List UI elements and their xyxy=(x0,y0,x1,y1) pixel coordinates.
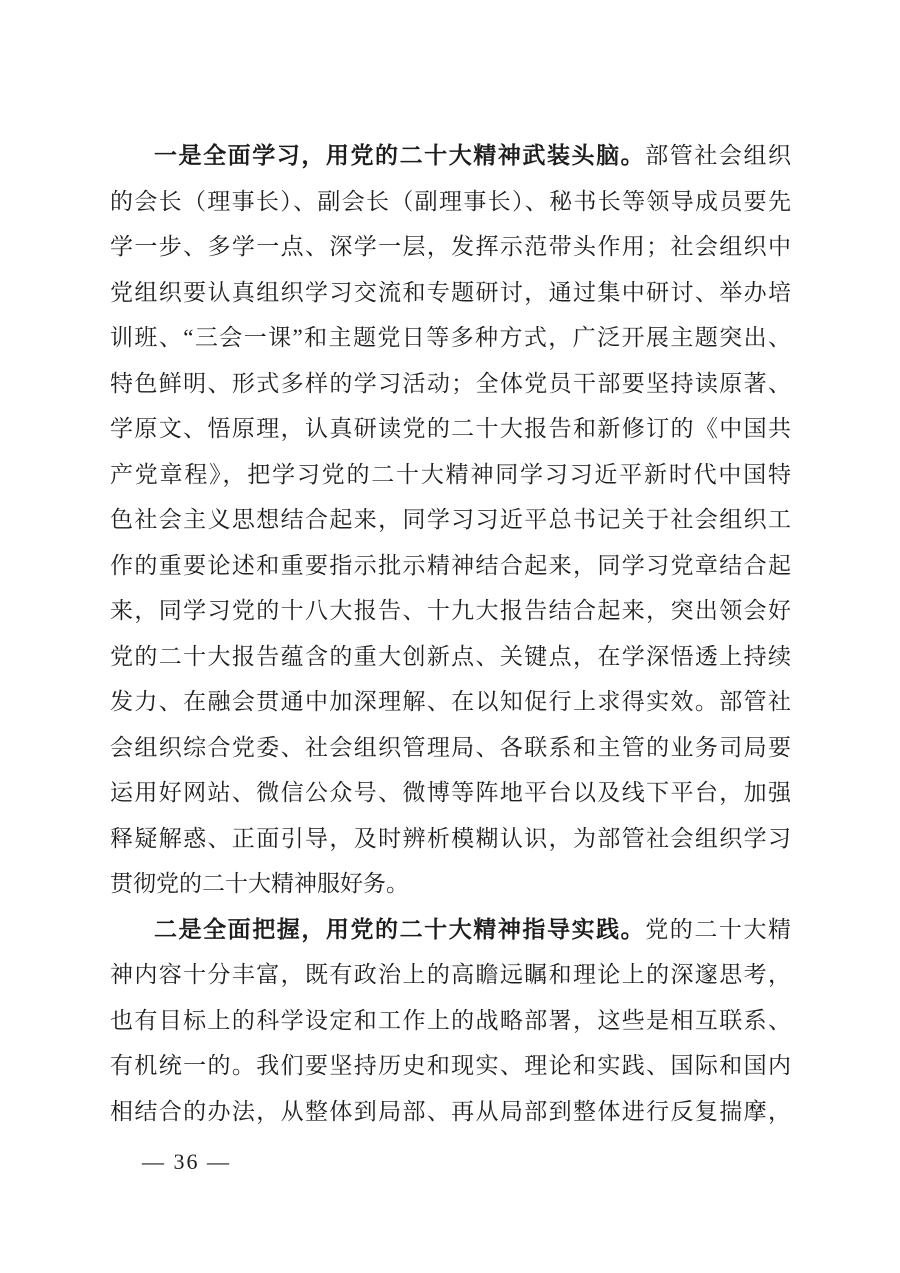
text-line xyxy=(110,270,791,316)
paragraph-text: 来，同学习党的十八大报告、十九大报告结合起来，突出领会好 xyxy=(110,598,791,623)
text-line xyxy=(110,907,791,953)
text-line xyxy=(110,1043,791,1089)
paragraph-text: 学一步、多学一点、深学一层，发挥示范带头作用；社会组织中 xyxy=(110,234,791,259)
paragraph-text: 党的二十大精 xyxy=(645,916,791,942)
text-line xyxy=(110,588,791,634)
paragraph-text: 贯彻党的二十大精神服好务。 xyxy=(110,871,409,896)
text-line xyxy=(110,770,791,816)
text-line xyxy=(110,133,791,179)
document-body xyxy=(110,133,791,1134)
text-line xyxy=(110,224,791,270)
paragraph-text: 部管社会组织 xyxy=(645,143,791,168)
paragraph-text: 会组织综合党委、社会组织管理局、各联系和主管的业务司局要 xyxy=(110,734,791,760)
text-line xyxy=(110,1089,791,1135)
paragraph-text: 产党章程》，把学习党的二十大精神同学习习近平新时代中国特 xyxy=(110,461,791,487)
text-line xyxy=(110,452,791,498)
text-line xyxy=(110,861,791,907)
paragraph-text: 党的二十大报告蕴含的重大创新点、关键点，在学深悟透上持续 xyxy=(110,643,791,669)
paragraph-text: 运用好网站、微信公众号、微博等阵地平台以及线下平台，加强 xyxy=(110,780,791,805)
paragraph-text: 也有目标上的科学设定和工作上的战略部署，这些是相互联系、 xyxy=(110,1007,791,1033)
text-line xyxy=(110,998,791,1044)
paragraph-lead-bold: 一是全面学习，用党的二十大精神武装头脑。 xyxy=(154,143,646,168)
text-line xyxy=(110,952,791,998)
paragraph-text: 相结合的办法，从整体到局部、再从局部到整体进行反复揣摩， xyxy=(110,1098,791,1124)
text-line xyxy=(110,179,791,225)
text-line xyxy=(110,634,791,680)
paragraph-text: 训班、“三会一课”和主题党日等多种方式，广泛开展主题突出、 xyxy=(110,325,791,350)
paragraph-text: 学原文、悟原理，认真研读党的二十大报告和新修订的《中国共 xyxy=(110,416,791,441)
text-line xyxy=(110,816,791,862)
text-line xyxy=(110,315,791,361)
text-line xyxy=(110,361,791,407)
paragraph-text: 有机统一的。我们要坚持历史和现实、理论和实践、国际和国内 xyxy=(110,1053,791,1078)
paragraph-text: 神内容十分丰富，既有政治上的高瞻远瞩和理论上的深邃思考， xyxy=(110,962,791,987)
paragraph-text: 作的重要论述和重要指示批示精神结合起来，同学习党章结合起 xyxy=(110,552,791,578)
paragraph-text: 释疑解惑、正面引导，及时辨析模糊认识，为部管社会组织学习 xyxy=(110,825,791,851)
paragraph-text: 发力、在融会贯通中加深理解、在以知促行上求得实效。部管社 xyxy=(110,689,791,714)
text-line xyxy=(110,497,791,543)
text-line xyxy=(110,679,791,725)
text-line xyxy=(110,725,791,771)
paragraph-text: 的会长（理事长）、副会长（副理事长）、秘书长等领导成员要先 xyxy=(110,188,791,214)
paragraph-text: 特色鲜明、形式多样的学习活动；全体党员干部要坚持读原著、 xyxy=(110,370,791,396)
paragraph-text: 色社会主义思想结合起来，同学习习近平总书记关于社会组织工 xyxy=(110,507,791,532)
paragraph-text: 党组织要认真组织学习交流和专题研讨，通过集中研讨、举办培 xyxy=(110,279,791,305)
text-line xyxy=(110,406,791,452)
page-number: — 36 — xyxy=(142,1149,231,1174)
paragraph-lead-bold: 二是全面把握，用党的二十大精神指导实践。 xyxy=(154,916,646,942)
text-line xyxy=(110,543,791,589)
